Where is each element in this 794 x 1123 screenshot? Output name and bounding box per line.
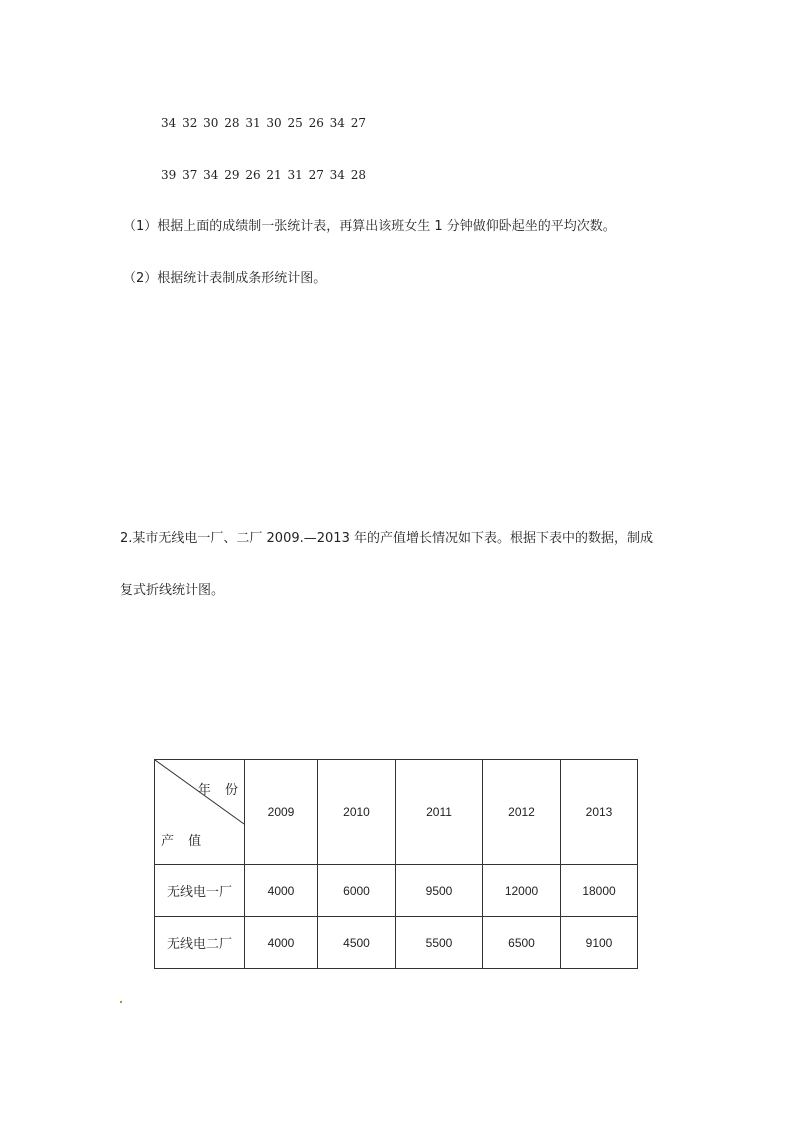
table-cell: 18000 — [561, 865, 638, 917]
row-label: 无线电二厂 — [155, 917, 245, 969]
scores-row-2: 39 37 34 29 26 21 31 27 34 28 — [161, 168, 367, 182]
production-table — [154, 759, 638, 969]
table-cell: 6000 — [318, 865, 396, 917]
problem-2-line-1: 2.某市无线电一厂、二厂 2009.—2013 年的产值增长情况如下表。根据下表中的数据，制成 — [120, 531, 653, 546]
table-row — [155, 917, 638, 969]
scores-row-1: 34 32 30 28 31 30 25 26 34 27 — [161, 116, 367, 130]
table-cell: 4000 — [245, 865, 318, 917]
stray-mark — [120, 1001, 122, 1003]
table-cell: 5500 — [396, 917, 483, 969]
question-2: （2）根据统计表制成条形统计图。 — [123, 271, 327, 286]
year-header: 2013 — [561, 760, 638, 865]
table-row — [155, 865, 638, 917]
corner-value-label: 产 值 — [161, 834, 202, 849]
table-cell: 9500 — [396, 865, 483, 917]
corner-header-cell — [155, 760, 245, 865]
table-cell: 4500 — [318, 917, 396, 969]
table-header-row — [155, 760, 638, 865]
year-header: 2011 — [396, 760, 483, 865]
year-header: 2010 — [318, 760, 396, 865]
table-cell: 4000 — [245, 917, 318, 969]
year-header: 2012 — [483, 760, 561, 865]
corner-year-label: 年 份 — [197, 783, 238, 798]
problem-2-line-2: 复式折线统计图。 — [120, 583, 225, 598]
question-1: （1）根据上面的成绩制一张统计表，再算出该班女生 1 分钟做仰卧起坐的平均次数。 — [123, 219, 616, 234]
table-cell: 9100 — [561, 917, 638, 969]
table-cell: 12000 — [483, 865, 561, 917]
row-label: 无线电一厂 — [155, 865, 245, 917]
year-header: 2009 — [245, 760, 318, 865]
table-cell: 6500 — [483, 917, 561, 969]
